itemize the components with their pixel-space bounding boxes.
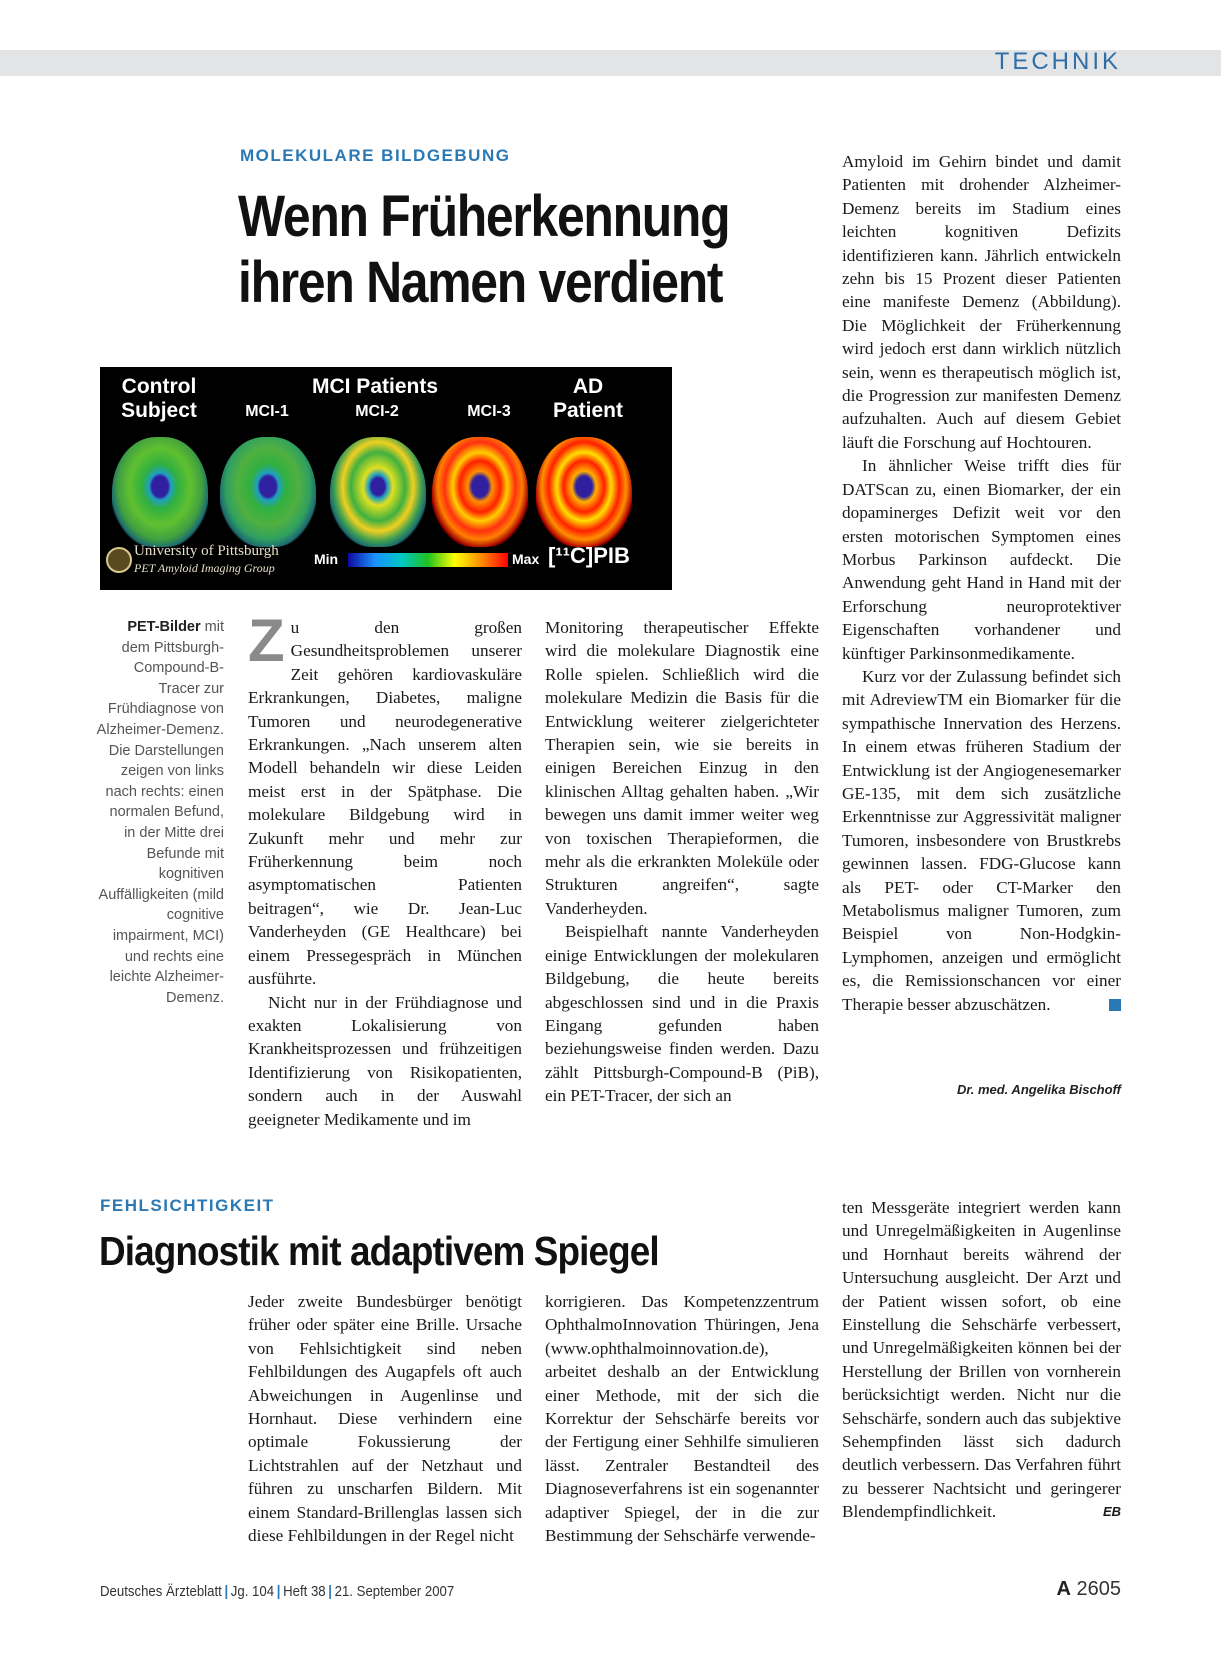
article1-kicker: MOLEKULARE BILDGEBUNG [240,146,511,165]
article1-column-3 [842,150,1121,1016]
article2-column-1 [248,1290,522,1547]
scale-min-label: Min [314,551,339,567]
tracer-label: [¹¹C]PIB [548,543,630,568]
footer-journal: Deutsches Ärzteblatt [100,1583,222,1600]
article1-col3-para2: In ähnlicher Weise trifft dies für DATScan zu, einen Biomarker, der ein dopaminerges Defizit weit vor den ersten motorischen Symptomen eines Morbus Parkinson aufdeckt. Die Anwendung geht Hand in Hand mit der Erforschung neuroprotektiver Eigenschaften vorhandener und künftiger Parkinsonmedikamente. [842,456,1121,663]
article1-col1-para1 [248,607,522,991]
article1-column-2 [545,616,819,1108]
article1-col3-para1: Amyloid im Gehirn bindet und damit Patienten mit drohender Alzheimer-Demenz bereits im Stadium eines leichten kognitiven Defizits identifizieren kann. Jährlich entwickeln zehn bis 15 Prozent dieser Patienten eine manifeste Demenz (Abbildung). Die Möglichkeit der Früherkennung wird jedoch erst dann wirklich nützlich sein, wenn es therapeutisch möglich ist, die Progression zur manifesten Demenz aufzuhalten. Auch auf diesem Gebiet läuft die Forschung auf Hochtouren. [842,152,1121,452]
footer-separator: | [224,1583,229,1600]
article2-author: EB [1102,1504,1121,1520]
article2-col3-text: ten Messgeräte integriert werden kann und Unregelmäßigkeiten in Augenlinse und Hornhaut bereits während der Untersuchung ausgleicht. Der Arzt und der Patient wissen sofort, ob eine Einstellung die Sehschärfe verbessert, und Unregelmäßigkeiten können bei der Herstellung der Brillen von vornherein berücksichtigt werden. Nicht nur die Sehschärfe, sondern auch das subjektive Sehempfinden lässt sich dadurch deutlich verbessern. Das Verfahren führt zu besserer Nachtsicht und geringerer Blendempfindlichkeit. [842,1198,1121,1522]
footer-citation [100,1583,454,1600]
scale-max-label: Max [512,551,540,567]
label-mci-patients: MCI Patients [311,375,439,398]
section-label: TECHNIK [994,48,1121,75]
color-scale-bar [348,553,508,567]
article2-col3 [842,1196,1121,1524]
article1-title-line2: ihren Namen verdient [238,250,723,315]
article1-col1-para1-text: u den großen Gesundheitsproblemen unserer Zeit gehören kardiovaskuläre Erkrankungen, Diabetes, maligne Tumoren und neurodegenerative Erkrankungen. „Nach unserem alten Modell behandeln wir diese Leiden meist erst in der Spätphase. Die molekulare Bildgebung wird in Zukunft mehr und mehr zur Früherkennung beim noch asymptomatischen Patienten beitragen“, wie Dr. Jean-Luc Vanderheyden (GE Healthcare) bei einem Pressegespräch in München ausführte. [248,618,522,989]
article1-column-1 [248,607,522,1131]
caption-lead: PET-Bilder [127,619,201,635]
article1-col3-para3-text: Kurz vor der Zulassung befindet sich mit AdreviewTM ein Biomarker für die sympathische Innervation des Herzens. In einem etwas früheren Stadium der Entwicklung ist der Angiogenesemarker GE-135, mit dem sich zusätzliche Erkenntnisse zur Aggressivität maligner Tumoren, insbesondere von Brustkrebs gewinnen lassen. FDG-Glucose kann als PET- oder CT-Marker den Metabolismus maligner Tumoren, zum Beispiel von Non-Hodgkin-Lymphomen, anzeigen und ermöglicht es, die Remissionschancen vor einer Therapie besser abzuschätzen. [842,666,1121,1014]
article2-column-2 [545,1290,819,1547]
group-name: PET Amyloid Imaging Group [134,561,275,575]
label-mci2: MCI-2 [355,403,399,420]
institution-name: University of Pittsburgh [134,543,279,559]
article1-title [238,184,729,316]
brain-scan-mci2 [330,437,426,547]
label-control-subject: Control Subject [121,375,197,422]
caption-text: mit dem Pittsburgh-Compound-B-Tracer zur Frühdiagnose von Alzheimer-Demenz. Die Darstellungen zeigen von links nach rechts: einen normalen Befund, in der Mitte drei Befunde mit kognitiven Auffälligkeiten (mild cognitive impairment, MCI) und rechts eine leichte Alzheimer-Demenz. [96,619,224,1006]
article2-col1-text: Jeder zweite Bundesbürger benötigt früher oder später eine Brille. Ursache von Fehlsichtigkeit sind neben Fehlbildungen des Augapfels oft auch Abweichungen in Augenlinse und Hornhaut. Diese verhindern eine optimale Fokussierung der Lichtstrahlen auf der Netzhaut und führen zu unscharfen Bildern. Mit einem Standard-Brillenglas lassen sich diese Fehlbildungen in der Regel nicht [248,1292,522,1546]
footer-volume: Jg. 104 [230,1583,275,1600]
page-prefix: A [1056,1578,1071,1600]
pet-figure [100,367,672,590]
label-mci1: MCI-1 [245,403,289,420]
article2-col2-text: korrigieren. Das Kompetenzzentrum OphthalmoInnovation Thüringen, Jena (www.ophthalmoinnovation.de), arbeitet deshalb an der Entwicklung einer Methode, mit der sich die Korrektur der Sehschärfe bereits vor der Fertigung einer Sehhilfe simulieren lässt. Zentraler Bestandteil des Diagnoseverfahrens ist ein sogenannter adaptiver Spiegel, der in die zur Bestimmung der Sehschärfe verwende- [545,1292,819,1546]
article2-kicker: FEHLSICHTIGKEIT [100,1196,275,1215]
brain-scan-control [112,437,208,547]
figure-caption [96,617,224,1008]
brain-scan-mci1 [220,437,316,547]
article1-col2-para2: Beispielhaft nannte Vanderheyden einige Entwicklungen der molekularen Bildgebung, die heute bereits abgeschlossen sind und in die Praxis Eingang gefunden haben beziehungsweise finden werden. Dazu zählt Pittsburgh-Compound-B (PiB), ein PET-Tracer, der sich an [545,922,819,1106]
article1-col1-para2: Nicht nur in der Frühdiagnose und exakten Lokalisierung von Krankheitsprozessen und frühzeitigen Identifizierung von Risikopatienten, sondern auch in der Auswahl geeigneter Medikamente und im [248,992,522,1129]
footer-date: 21. September 2007 [334,1583,455,1600]
page-number-value: 2605 [1076,1578,1121,1600]
article1-title-line1: Wenn Früherkennung [238,184,730,249]
article1-byline: Dr. med. Angelika Bischoff [957,1082,1121,1097]
article2-column-3 [842,1196,1121,1524]
label-mci3: MCI-3 [467,403,511,420]
brain-scan-ad [536,437,632,547]
article2-title: Diagnostik mit adaptivem Spiegel [99,1228,659,1274]
label-ad-patient: AD Patient [552,375,623,422]
footer-separator: | [276,1583,281,1600]
page-number [1056,1578,1121,1601]
footer-separator: | [328,1583,332,1600]
footer-issue: Heft 38 [283,1583,326,1600]
drop-cap: Z [248,607,285,674]
article1-col2-para1: Monitoring therapeutischer Effekte wird die molekulare Diagnostik eine Rolle spielen. Schließlich wird die molekulare Medizin die Basis für die Entwicklung weiterer zielgerichteter Therapien sein, wie sie bereits in einigen Bereichen Einzug in den klinischen Alltag gehalten haben. „Wir bewegen uns damit immer weiter weg von toxischen Therapieformen, die mehr als die erkrankten Moleküle oder Strukturen angreifen“, sagte Vanderheyden. [545,618,819,918]
end-mark-icon [1109,999,1121,1011]
brain-scan-mci3 [432,437,528,547]
article1-col3-para3 [842,665,1121,1016]
university-seal [106,547,132,573]
